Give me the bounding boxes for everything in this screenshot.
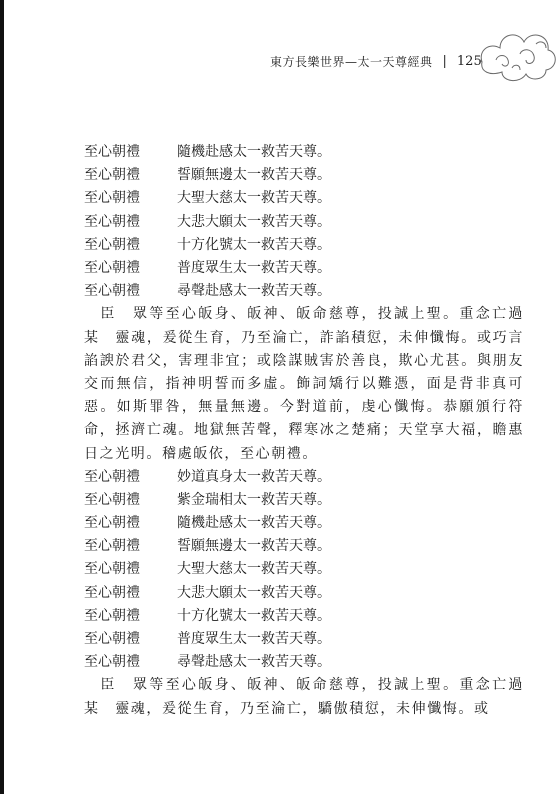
invocation-lead: 至心朝禮 (84, 584, 140, 601)
invocation-lead: 至心朝禮 (84, 561, 140, 578)
invocation-line (84, 535, 524, 558)
deity-title: 大悲大願太一救苦天尊。 (177, 584, 331, 601)
deity-title: 誓願無邊太一救苦天尊。 (177, 538, 331, 555)
deity-title: 普度眾生太一救苦天尊。 (177, 259, 331, 276)
invocation-lead: 至心朝禮 (84, 144, 140, 160)
deity-title: 大聖大慈太一救苦天尊。 (177, 190, 331, 207)
invocation-line (84, 257, 524, 280)
deity-title: 尋聲赴感太一救苦天尊。 (177, 654, 331, 671)
invocation-lead: 至心朝禮 (84, 283, 140, 300)
deity-title: 尋聲赴感太一救苦天尊。 (177, 283, 331, 300)
deity-title: 妙道真身太一救苦天尊。 (177, 468, 331, 485)
invocation-lead: 至心朝禮 (84, 259, 140, 276)
deity-title: 大聖大慈太一救苦天尊。 (177, 561, 331, 578)
invocation-line (84, 651, 524, 674)
page-number: 125 (456, 53, 482, 69)
invocation-lead: 至心朝禮 (84, 538, 140, 555)
header-separator: | (442, 53, 447, 69)
deity-title: 隨機赴感太一救苦天尊。 (177, 144, 331, 160)
scripture-body (84, 141, 540, 721)
invocation-lead: 至心朝禮 (84, 631, 140, 648)
invocation-lead: 至心朝禮 (84, 491, 140, 508)
repentance-paragraph: 臣 眾等至心皈身、皈神、皈命慈尊，投誠上聖。重念亡過 某 靈魂，爰從生育，乃至淪亡，詐諂積愆，未伸懺悔。或巧言諂諛於君父，害理非宜；或陰謀賊害於善良，欺心尤甚。與朋友交而無信，指神明誓而多虛。飾詞矯行以難憑，面是背非真可惡。如斯罪咎，無量無邊。今對道前，虔心懺悔。恭願頒行符命，拯濟亡魂。地獄無苦聲，釋寒冰之楚痛；天堂享大福，瞻惠日之光明。稽處皈依，至心朝禮。 (84, 306, 540, 462)
cloud-ornament-icon (476, 20, 559, 92)
invocation-lead: 至心朝禮 (84, 654, 140, 671)
deity-title: 十方化號太一救苦天尊。 (177, 607, 331, 624)
invocation-line (84, 489, 524, 512)
invocation-lead: 至心朝禮 (84, 236, 140, 253)
page-edge-bar (0, 0, 4, 794)
invocation-line (84, 512, 524, 535)
invocation-line (84, 280, 524, 303)
invocation-lead: 至心朝禮 (84, 213, 140, 230)
deity-title: 普度眾生太一救苦天尊。 (177, 631, 331, 648)
invocation-lead: 至心朝禮 (84, 607, 140, 624)
invocation-line (84, 628, 524, 651)
deity-title: 隨機赴感太一救苦天尊。 (177, 515, 331, 532)
invocation-line (84, 582, 524, 605)
invocation-line (84, 187, 524, 210)
running-title: 東方長樂世界—太一天尊經典 (270, 54, 433, 69)
invocation-lead: 至心朝禮 (84, 515, 140, 532)
invocation-line (84, 234, 524, 257)
deity-title: 大悲大願太一救苦天尊。 (177, 213, 331, 230)
deity-title: 紫金瑞相太一救苦天尊。 (177, 491, 331, 508)
deity-title: 十方化號太一救苦天尊。 (177, 236, 331, 253)
invocation-line (84, 466, 524, 489)
repentance-paragraph: 臣 眾等至心皈身、皈神、皈命慈尊，投誠上聖。重念亡過 某 靈魂，爰從生育，乃至淪亡，驕傲積愆，未伸懺悔。或 (84, 677, 540, 717)
invocation-lead: 至心朝禮 (84, 167, 140, 184)
invocation-lead: 至心朝禮 (84, 190, 140, 207)
invocation-line (84, 558, 524, 581)
deity-title: 誓願無邊太一救苦天尊。 (177, 167, 331, 184)
invocation-line (84, 164, 524, 187)
invocation-line (84, 605, 524, 628)
invocation-line (84, 211, 524, 234)
invocation-line (84, 141, 524, 164)
running-header (270, 50, 500, 72)
invocation-lead: 至心朝禮 (84, 468, 140, 485)
